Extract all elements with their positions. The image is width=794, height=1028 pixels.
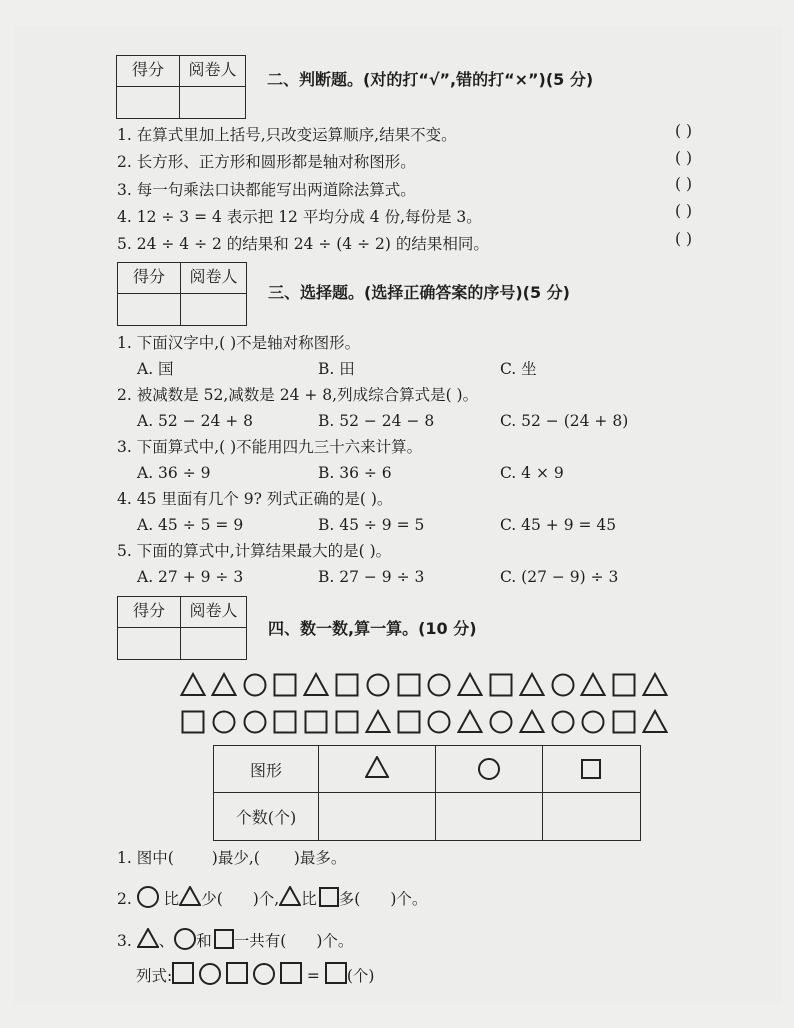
square-icon bbox=[611, 709, 637, 735]
score-label: 得分 bbox=[132, 601, 165, 620]
circle-icon bbox=[242, 709, 268, 735]
section2-title: 二、判断题。(对的打“√”,错的打“×”)(5 分) bbox=[267, 70, 594, 89]
square-icon bbox=[488, 672, 514, 698]
triangle-icon bbox=[211, 672, 237, 698]
square-icon bbox=[611, 672, 637, 698]
square-icon bbox=[319, 887, 339, 907]
choice-q4-stem: 4. 45 里面有几个 9? 列式正确的是( )。 bbox=[117, 490, 393, 508]
choice-q1-b: B. 田 bbox=[318, 360, 355, 378]
answer-blank[interactable]: ( ) bbox=[675, 122, 693, 140]
reviewer-label: 阅卷人 bbox=[189, 267, 238, 286]
circle-icon bbox=[426, 709, 452, 735]
circle-icon bbox=[580, 709, 606, 735]
score-box bbox=[116, 55, 246, 119]
circle-icon bbox=[550, 709, 576, 735]
choice-q2-a: A. 52 − 24 + 8 bbox=[137, 412, 254, 430]
triangle-count-cell[interactable] bbox=[319, 793, 436, 841]
choice-q4-c: C. 45 + 9 = 45 bbox=[500, 516, 617, 534]
judge-item-3: 3. 每一句乘法口诀都能写出两道除法算式。 bbox=[117, 181, 416, 199]
square-blank[interactable] bbox=[172, 962, 194, 984]
triangle-icon bbox=[642, 709, 668, 735]
choice-q4-b: B. 45 ÷ 9 = 5 bbox=[318, 516, 425, 534]
circle-icon bbox=[137, 886, 159, 908]
judge-item-1: 1. 在算式里加上括号,只改变运算顺序,结果不变。 bbox=[117, 126, 457, 144]
answer-blank[interactable]: ( ) bbox=[675, 149, 693, 167]
triangle-icon bbox=[519, 709, 545, 735]
count-question-3: 3. 、 和 一共有( )个。 bbox=[117, 928, 353, 952]
square-icon bbox=[334, 672, 360, 698]
choice-q3-c: C. 4 × 9 bbox=[500, 464, 564, 482]
circle-blank[interactable] bbox=[199, 963, 221, 985]
square-blank[interactable] bbox=[226, 962, 248, 984]
choice-q5-a: A. 27 + 9 ÷ 3 bbox=[137, 568, 244, 586]
table-triangle-icon bbox=[319, 746, 436, 793]
choice-q2-stem: 2. 被减数是 52,减数是 24 + 8,列成综合算式是( )。 bbox=[117, 386, 479, 404]
square-icon bbox=[396, 672, 422, 698]
triangle-icon bbox=[279, 886, 301, 906]
judge-item-4: 4. 12 ÷ 3 = 4 表示把 12 平均分成 4 份,每份是 3。 bbox=[117, 208, 482, 226]
triangle-icon bbox=[303, 672, 329, 698]
circle-icon bbox=[365, 672, 391, 698]
choice-q1-a: A. 国 bbox=[137, 360, 174, 378]
triangle-icon bbox=[365, 709, 391, 735]
score-box bbox=[117, 596, 247, 660]
count-question-1: 1. 图中( )最少,( )最多。 bbox=[117, 849, 347, 867]
square-count-cell[interactable] bbox=[542, 793, 640, 841]
formula-line bbox=[136, 962, 374, 987]
square-icon bbox=[303, 709, 329, 735]
formula-label: 列式: bbox=[136, 967, 173, 985]
choice-q2-c: C. 52 − (24 + 8) bbox=[500, 412, 629, 430]
answer-blank[interactable]: ( ) bbox=[675, 175, 693, 193]
answer-blank[interactable]: ( ) bbox=[675, 230, 693, 248]
section3-title: 三、选择题。(选择正确答案的序号)(5 分) bbox=[268, 283, 570, 302]
table-square-icon bbox=[542, 746, 640, 793]
section4-title: 四、数一数,算一算。(10 分) bbox=[268, 619, 477, 638]
triangle-icon bbox=[519, 672, 545, 698]
reviewer-label: 阅卷人 bbox=[189, 601, 238, 620]
choice-q3-a: A. 36 ÷ 9 bbox=[137, 464, 211, 482]
choice-q4-a: A. 45 ÷ 5 = 9 bbox=[137, 516, 244, 534]
judge-item-2: 2. 长方形、正方形和圆形都是轴对称图形。 bbox=[117, 153, 416, 171]
score-box bbox=[117, 262, 247, 326]
square-icon bbox=[272, 672, 298, 698]
equals-sign: = bbox=[306, 967, 320, 985]
unit-label: (个) bbox=[346, 967, 375, 985]
circle-icon bbox=[488, 709, 514, 735]
circle-icon bbox=[174, 928, 196, 950]
choice-q5-stem: 5. 下面的算式中,计算结果最大的是( )。 bbox=[117, 542, 392, 560]
shape-header-label: 图形 bbox=[214, 746, 319, 793]
triangle-icon bbox=[457, 709, 483, 735]
table-circle-icon bbox=[435, 746, 542, 793]
answer-blank[interactable]: ( ) bbox=[675, 202, 693, 220]
triangle-icon bbox=[457, 672, 483, 698]
circle-icon bbox=[242, 672, 268, 698]
triangle-icon bbox=[180, 672, 206, 698]
choice-q1-stem: 1. 下面汉字中,( )不是轴对称图形。 bbox=[117, 334, 361, 352]
choice-q3-stem: 3. 下面算式中,( )不能用四九三十六来计算。 bbox=[117, 438, 423, 456]
triangle-icon bbox=[580, 672, 606, 698]
square-icon bbox=[272, 709, 298, 735]
square-icon bbox=[214, 929, 234, 949]
circle-icon bbox=[550, 672, 576, 698]
triangle-icon bbox=[179, 886, 201, 906]
circle-blank[interactable] bbox=[253, 963, 275, 985]
choice-q3-b: B. 36 ÷ 6 bbox=[318, 464, 392, 482]
score-label: 得分 bbox=[132, 267, 165, 286]
circle-icon bbox=[211, 709, 237, 735]
count-question-2: 2. 比 少( )个, 比 多( )个。 bbox=[117, 886, 427, 910]
choice-q5-b: B. 27 − 9 ÷ 3 bbox=[318, 568, 425, 586]
triangle-icon bbox=[137, 928, 159, 948]
circle-count-cell[interactable] bbox=[435, 793, 542, 841]
judge-item-5: 5. 24 ÷ 4 ÷ 2 的结果和 24 ÷ (4 ÷ 2) 的结果相同。 bbox=[117, 235, 489, 253]
choice-q2-b: B. 52 − 24 − 8 bbox=[318, 412, 435, 430]
choice-q1-c: C. 坐 bbox=[500, 360, 537, 378]
choice-q5-c: C. (27 − 9) ÷ 3 bbox=[500, 568, 619, 586]
count-table bbox=[213, 745, 641, 841]
score-label: 得分 bbox=[131, 60, 164, 79]
square-blank[interactable] bbox=[325, 962, 347, 984]
square-icon bbox=[396, 709, 422, 735]
count-header-label: 个数(个) bbox=[214, 793, 319, 841]
circle-icon bbox=[426, 672, 452, 698]
square-icon bbox=[180, 709, 206, 735]
square-blank[interactable] bbox=[280, 962, 302, 984]
square-icon bbox=[334, 709, 360, 735]
triangle-icon bbox=[642, 672, 668, 698]
reviewer-label: 阅卷人 bbox=[188, 60, 237, 79]
